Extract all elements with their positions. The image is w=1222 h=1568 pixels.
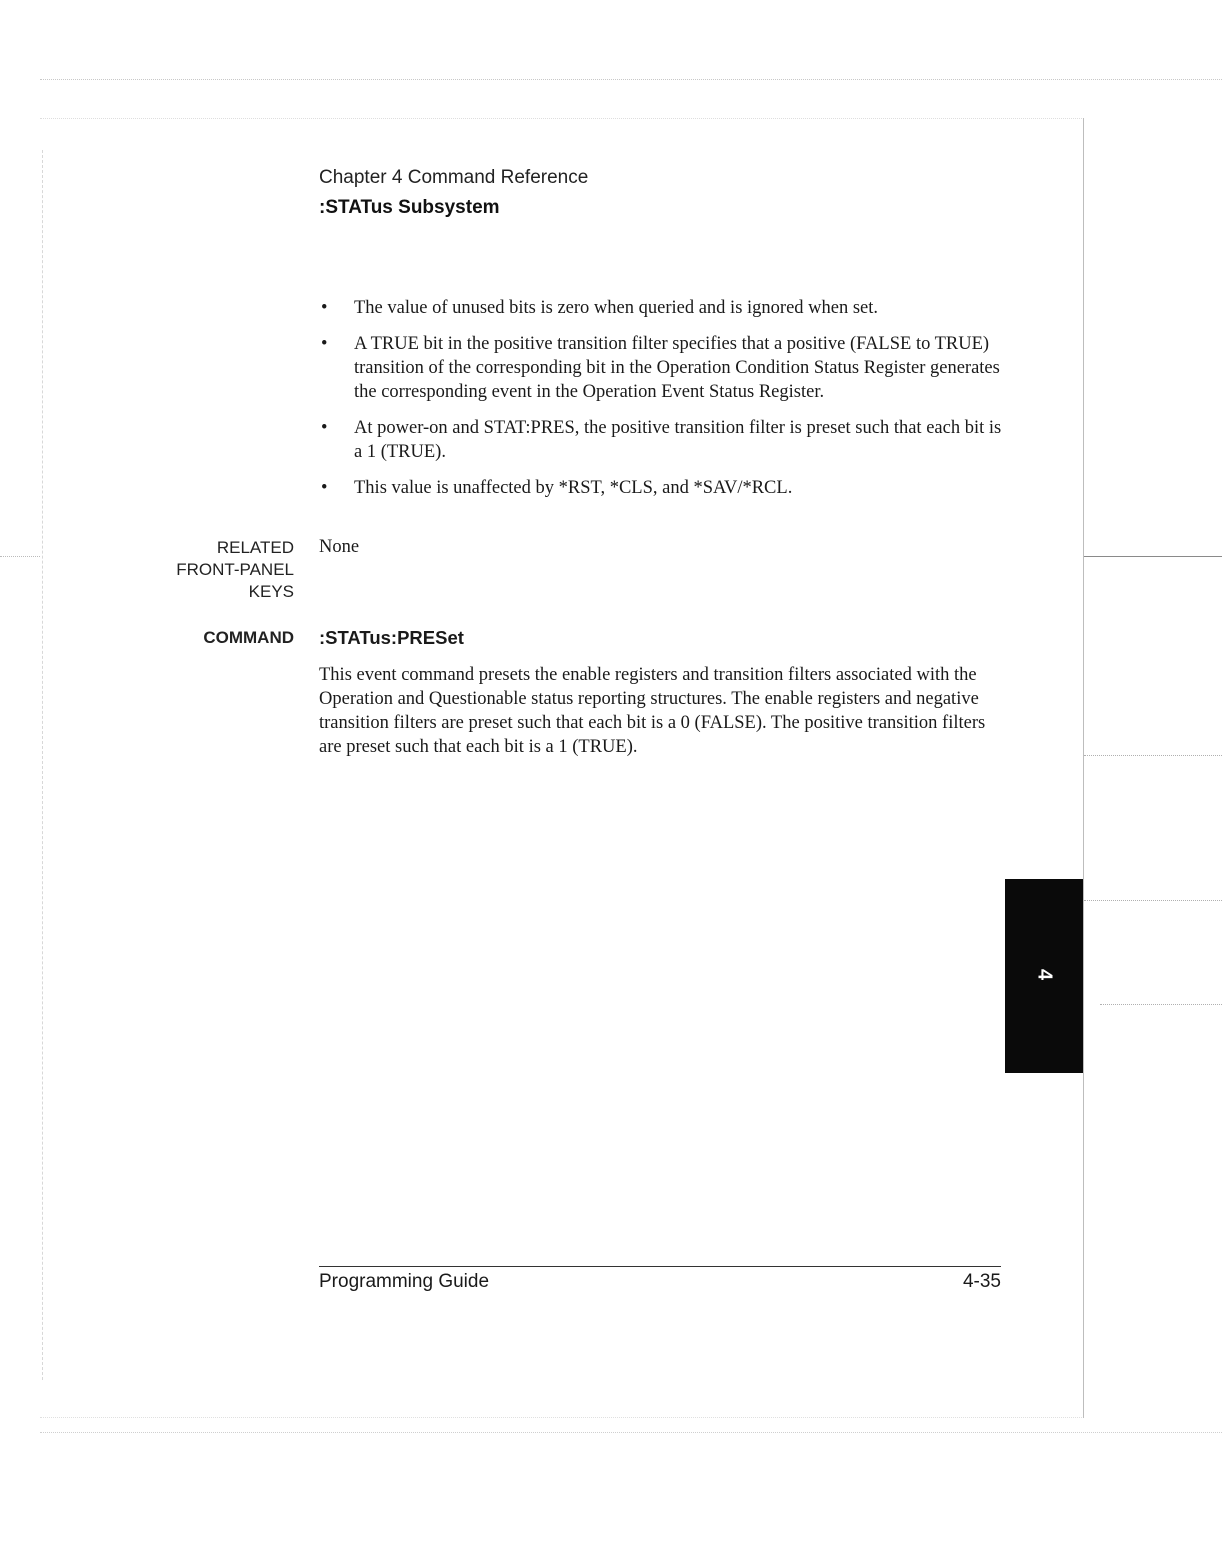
command-description: This event command presets the enable registers and transition filters associated with the Operation and Questionable status reporting structures. The enable registers and negative transition filters are preset such that each bit is a 0 (FALSE). The positive transition filters are preset such that each bit is a 1 (TRUE).: [319, 665, 986, 757]
list-item-text: The value of unused bits is zero when queried and is ignored when set.: [354, 298, 879, 318]
bullet-list: [319, 296, 1009, 512]
list-item-text: This value is unaffected by *RST, *CLS, and *SAV/*RCL.: [354, 478, 793, 498]
list-item-text: At power-on and STAT:PRES, the positive transition filter is preset such that each bit is a 1 (TRUE).: [354, 418, 1002, 462]
edge-mark: [1100, 1004, 1222, 1005]
scan-edge-bottom: [40, 1432, 1222, 1433]
list-item: [319, 416, 1009, 464]
related-keys-value: None: [319, 537, 360, 557]
page-number: 4-35: [962, 1271, 1001, 1292]
scan-edge-bottom-inner: [40, 1417, 1084, 1418]
related-label-line: KEYS: [248, 582, 294, 601]
running-header: [319, 166, 588, 220]
bullet-marker: •: [321, 334, 328, 354]
list-item: [319, 296, 1009, 320]
scan-edge-top-inner: [40, 118, 1084, 119]
chapter-heading: Chapter 4 Command Reference: [319, 167, 589, 188]
related-label-line: RELATED: [216, 538, 294, 557]
scan-edge-left: [42, 150, 43, 1380]
list-item-text: A TRUE bit in the positive transition filter specifies that a positive (FALSE to TRUE) transition of the corresponding bit in the Operation Condition Status Register generates the corresponding event in the Operation Event Status Register.: [354, 334, 1000, 402]
page-edge-right: [1083, 118, 1084, 1418]
chapter-tab-number: 4: [1033, 968, 1056, 981]
related-keys-label: [94, 537, 294, 603]
command-name: :STATus:PRESet: [319, 627, 464, 648]
edge-mark: [0, 556, 40, 557]
command-label: COMMAND: [203, 628, 294, 647]
edge-mark: [1084, 900, 1222, 901]
chapter-tab: [1005, 879, 1083, 1073]
bullet-marker: •: [321, 478, 328, 498]
scan-edge-top: [40, 79, 1222, 80]
list-item: [319, 332, 1009, 404]
edge-mark: [1084, 755, 1222, 756]
section-title: :STATus Subsystem: [319, 197, 500, 218]
footer-title: Programming Guide: [319, 1271, 490, 1292]
list-item: [319, 476, 1009, 500]
footer-rule: [319, 1266, 1001, 1267]
related-label-line: FRONT-PANEL: [176, 560, 294, 579]
bullet-marker: •: [321, 298, 328, 318]
bullet-marker: •: [321, 418, 328, 438]
edge-mark: [1084, 556, 1222, 557]
